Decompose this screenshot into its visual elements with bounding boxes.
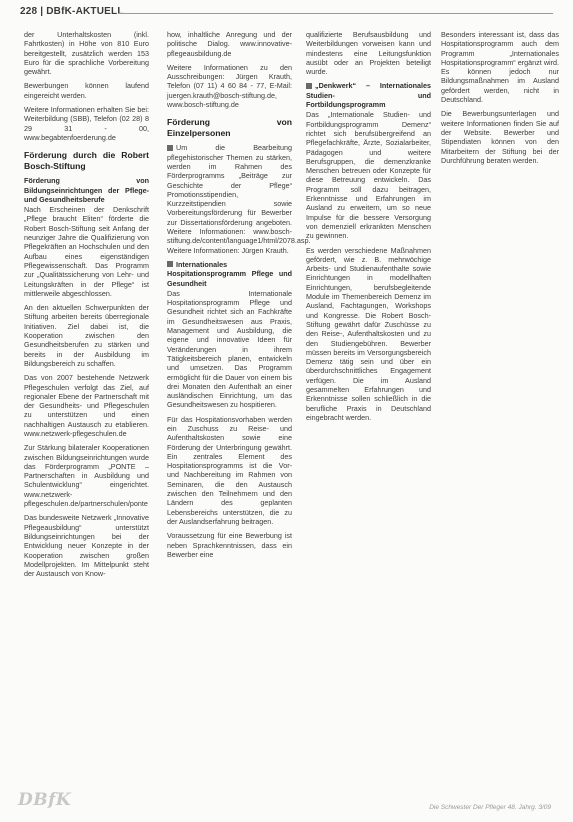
square-bullet-icon (306, 83, 312, 89)
subheading-text: Internationales Hospitationsprogramm Pflege und Gesundheit (167, 259, 292, 288)
paragraph: Für das Hospitationsvorhaben werden ein Zuschuss zu Reise- und Aufenthaltskosten sowie eine Förderung der Unterbringung gewährt. Ein zentrales Element des Hospitationsprogramms ist die Vor- und Nachbereitung im Rahmen von Seminaren, die den Austausch zwischen den Teilnehmern und den Ländern des geplanten Lebensbereichs unterstützen, die zu der Auslandserfahrung beitragen. (167, 414, 292, 526)
paragraph: Zur Stärkung bilateraler Kooperationen zwischen Bildungseinrichtungen wurde das Förderprogramm „PONTE – Partnerschaften in Ausbildung und Schulentwicklung“ eingerichtet. www.netzwerk-pflegeschulen.de/partnerschulen/ponte (24, 443, 149, 509)
subheading-text: „Denkwerk“ – Internationales Studien- und Fortbildungsprogramm (306, 81, 431, 110)
paragraph: Besonders interessant ist, dass das Hospitationsprogramm auch dem Programm „Internationales Hospitationsprogramm“ ergänzt wird. Es können jedoch nur Bildungsmaßnahmen im Ausland gefördert werden, nicht in Deutschland. (441, 30, 559, 105)
section-heading: Förderung von Einzelpersonen (167, 117, 292, 138)
dbfk-logo: DBfK (18, 790, 72, 810)
running-head-text: 228 | DBfK-AKTUELL (20, 6, 124, 17)
paragraph: Nach Erscheinen der Denkschrift „Pflege braucht Eliten“ förderte die Robert Bosch-Stiftung seit Anfang der neunziger Jahre die Qualifizierung von Pflegekräften an Hochschulen und den Aufbau eines eigenständigen Pflegewissenschaft. Das Programm zur „Qualitätssicherung von Lehr- und Leitungskräften in der Pflege“ ist mittlerweile abgeschlossen. (24, 205, 149, 298)
section-heading: Förderung durch die Robert Bosch-Stiftung (24, 150, 149, 171)
paragraph: An den aktuellen Schwerpunkten der Stiftung arbeiten bereits überregionale Initiativen. Ziel dabei ist, die Kooperation zwischen den Gesundheitsberufen zu stärken und bereits in der Ausbildung im Bildungsbereich zu schaffen. (24, 303, 149, 368)
paragraph: Das bundesweite Netzwerk „Innovative Pflegeausbildung“ unterstützt Bildungseinrichtungen bei der Entwicklung neuer Konzepte in der Kooperation zwischen großen Modellprojekten. Im Mittelpunkt steht der Austausch von Know- (24, 513, 149, 579)
paragraph: Das Internationale Hospitationsprogramm Pflege und Gesundheit richtet sich an Fachkräfte im Gesundheitswesen aus Praxis, Management und Ausbildung, die eigene und innovative Ideen für Veränderungen in ihrem Tätigkeitsbereich planen, entwickeln und umsetzen. Das Programm ermöglicht für die Dauer von einem bis drei Monaten den Aufenthalt an einer ausländischen Einrichtung, um das Gesundheitswesen zu hospitieren. (167, 288, 292, 410)
subheading: Förderung von Bildungseinrichtungen der Pflege- und Gesundheitsberufe (24, 176, 149, 204)
page-footer: Die Schwester Der Pfleger 48. Jahrg. 3/09 (429, 804, 551, 811)
column-1 (24, 30, 149, 583)
subheading-with-marker (167, 260, 292, 288)
paragraph: Bewerbungen können laufend eingereicht werden. (24, 81, 149, 100)
paragraph: Das „Internationale Studien- und Fortbildungsprogramm Demenz“ richtet sich berufsübergreifend an Pflegefachkräfte, Ärzte, Sozialarbeiter, Pädagogen und weitere Berufsgruppen, die demenzkranke Menschen betreuen oder Konzepte für diese Betreuung entwickeln. Das Programm soll dazu beitragen, Erkenntnisse und Erfahrungen im Ausland zu erweitern, um so neue Impulse für die bessere Versorgung von demenziell erkrankten Menschen zu gewinnen. (306, 110, 431, 241)
running-head (20, 6, 553, 20)
paragraph: Das von 2007 bestehende Netzwerk Pflegeschulen verfolgt das Ziel, auf regionaler Ebene der Partnerschaft mit der Gesundheits- und Pflegeschulen zu unterstützen und einen nachhaltigen Austausch zu etablieren. www.netzwerk-pflegeschulen.de (24, 373, 149, 438)
paragraph: Es werden verschiedene Maßnahmen gefördert, wie z. B. mehrwöchige Arbeits- und Studienaufenthalte sowie Einrichtungen in modellhaften Einrichtungen, berufsbegleitende Module im Themenbereich Demenz im Ausland, Fachtagungen, Workshops und Kongresse. Die Robert Bosch-Stiftung gewährt dafür Zuschüsse zu den Reise-, Aufenthaltskosten und zu den Studiengebühren. Bewerber müssen bereits im Versorgungsbereich Demenz tätig sein und über ein überdurchschnittliches Engagement verfügen. Die im Ausland gesammelten Erfahrungen und Erkenntnisse sollen schließlich in die berufliche Praxis in Deutschland eingebracht werden. (306, 245, 431, 422)
column-3 (306, 30, 431, 427)
column-4 (441, 30, 559, 170)
paragraph: Weitere Informationen erhalten Sie bei: Weiterbildung (SBB), Telefon (02 28) 8 29 31 - 00, www.begabtenfoerderung.de (24, 105, 149, 142)
paragraph: Weitere Informationen zu den Ausschreibungen: Jürgen Krauth, Telefon (07 11) 4 60 84 - 77, E-Mail: juergen.krauth@bosch-stiftung.de, www.bosch-stiftung.de (167, 62, 292, 110)
paragraph: how, inhaltliche Anregung und der politische Dialog. www.innovative-pflegeausbildung.de (167, 30, 292, 58)
paragraph: der Unterhaltskosten (inkl. Fahrtkosten) in Höhe von 810 Euro bereitgestellt, zusätzlich werden 153 Euro für die sprachliche Vorbereitung gewährt. (24, 30, 149, 77)
paragraph-text: Um die Bearbeitung pflegehistorischer Themen zu stärken, werden im Rahmen des Förderprogramms „Beiträge zur Geschichte der Pflege“ Promotionsstipendien, Kurzzeitstipendien sowie Vorbereitungsförderung für Bewerber zur Dissertationsförderung angeboten. Weitere Informationen: www.bosch-stiftung.de/content/language1/html/2078.asp. Weitere Informationen: Jürgen Krauth. (167, 143, 311, 255)
subheading-with-marker (306, 81, 431, 109)
column-2 (167, 30, 311, 564)
header-rule (118, 13, 553, 14)
paragraph: Voraussetzung für eine Bewerbung ist neben Sprachkenntnissen, dass ein Bewerber eine (167, 531, 292, 559)
paragraph: qualifizierte Berufsausbildung und Weiterbildungen vorweisen kann und mindestens eine Leitungsfunktion ausübt oder an Projekten beteiligt wurde. (306, 30, 431, 77)
square-bullet-icon (167, 145, 173, 151)
paragraph: Die Bewerbungsunterlagen und weitere Informationen finden Sie auf der Website. Bewerber und Stipendiaten können von den Mitarbeitern der Stiftung bei der Durchführung beraten werden. (441, 109, 559, 165)
square-bullet-icon (167, 261, 173, 267)
paragraph-with-marker (167, 143, 311, 255)
